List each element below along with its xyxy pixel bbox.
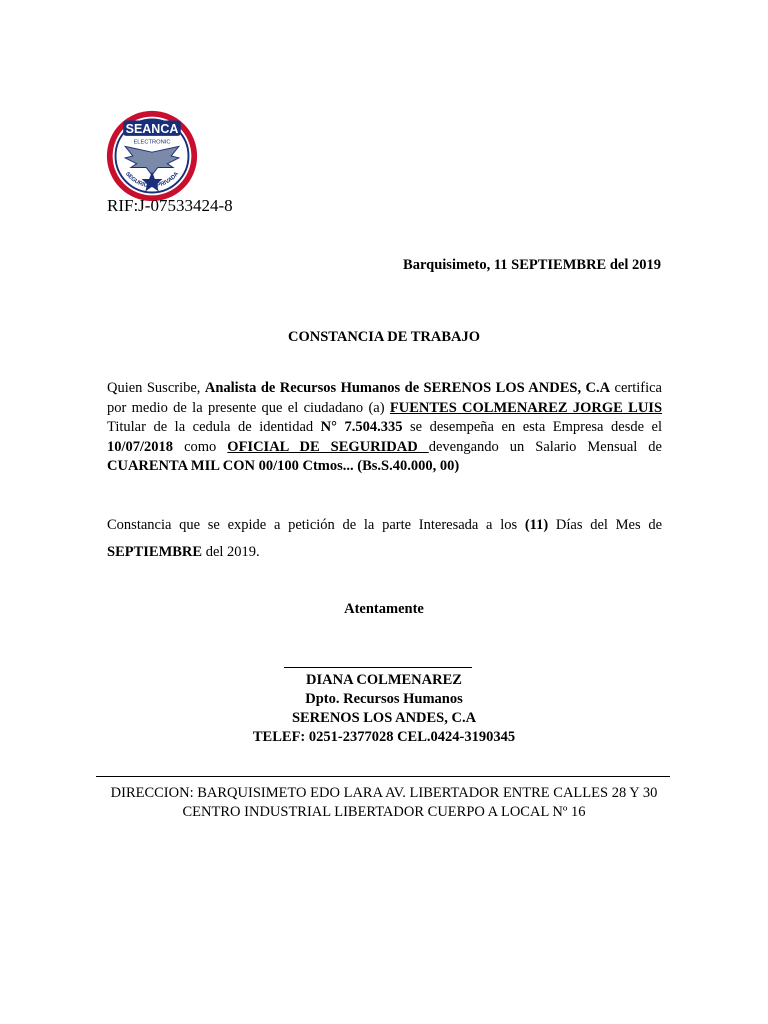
employee-name: FUENTES COLMENAREZ JORGE LUIS (389, 399, 663, 416)
job-position: OFICIAL DE SEGURIDAD (227, 438, 429, 455)
footer-line-1: DIRECCION: BARQUISIMETO EDO LARA AV. LIBERTADOR ENTRE CALLES 28 Y 30 (110, 785, 658, 801)
logo-brand: SEANCA (125, 121, 179, 136)
rif-number: RIF:J-07533424-8 (107, 196, 233, 215)
p1-text-1: Quien Suscribe, (107, 380, 205, 396)
salary: CUARENTA MIL CON 00/100 Ctmos... (Bs.S.40.000, 00) (107, 458, 460, 474)
id-number: N° 7.504.335 (320, 419, 403, 435)
p2-text-1: Constancia que se expide a petición de la parte Interesada a los (107, 517, 525, 533)
issuer-role: Analista de Recursos Humanos de SERENOS LOS ANDES, C.A (204, 380, 611, 396)
signature-block (0, 671, 768, 747)
p1-text-3: Titular de la cedula de identidad (107, 419, 321, 435)
p1-text-4: se desempeña en esta Empresa desde el (402, 419, 662, 435)
body-paragraph-2 (107, 512, 662, 566)
logo-sub: ELECTRONIC (133, 139, 171, 146)
p1-text-5: como (173, 438, 228, 455)
signer-phones: TELEF: 0251-2377028 CEL.0424-3190345 (252, 729, 516, 745)
start-date: 10/07/2018 (107, 438, 174, 455)
company-logo (104, 108, 200, 204)
logo-tagline: SEGURIDAD PRIVADA (123, 171, 181, 190)
footer-divider (96, 776, 670, 777)
signer-department: Dpto. Recursos Humanos (305, 691, 463, 707)
signer-company: SERENOS LOS ANDES, C.A (291, 710, 477, 726)
date-line: Barquisimeto, 11 SEPTIEMBRE del 2019 (403, 257, 661, 273)
footer-address (0, 784, 768, 822)
closing: Atentamente (344, 601, 424, 617)
p1-text-2: certifica por medio de la presente que el ciudadano (a) (107, 380, 662, 416)
body-paragraph-1 (107, 379, 662, 477)
footer-line-2: CENTRO INDUSTRIAL LIBERTADOR CUERPO A LOCAL Nº 16 (182, 804, 586, 820)
issue-month: SEPTIEMBRE (107, 544, 203, 560)
signer-name: DIANA COLMENAREZ (306, 672, 462, 688)
issue-day: (11) (524, 517, 549, 533)
document-title: CONSTANCIA DE TRABAJO (287, 329, 481, 345)
p1-text-6: devengando un Salario Mensual de (428, 438, 662, 455)
p2-text-2: Días del Mes de (548, 517, 663, 533)
p2-text-3: del 2019. (202, 544, 260, 560)
signature-line (284, 667, 472, 668)
